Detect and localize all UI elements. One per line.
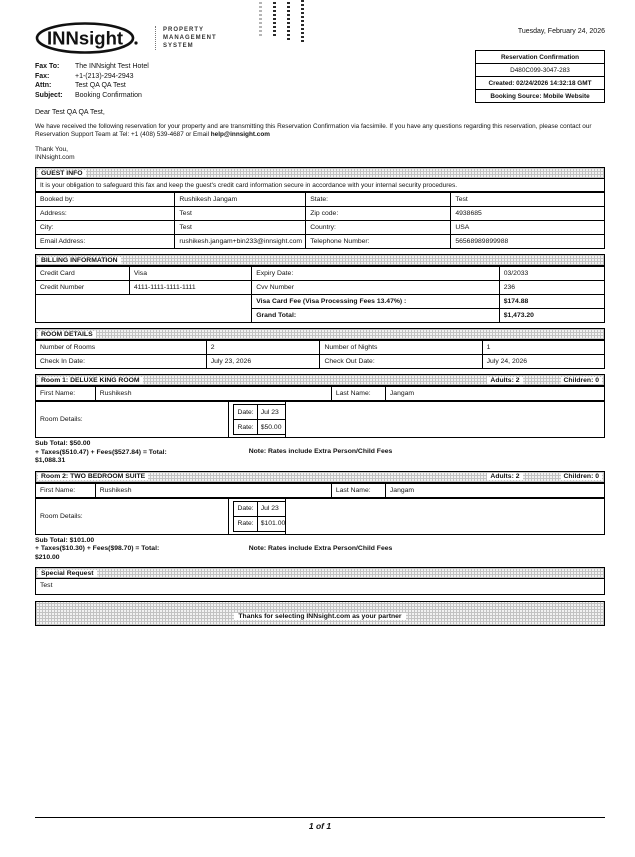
field-label: Zip code:: [306, 207, 451, 221]
letter-closing: [35, 146, 605, 162]
field-value: rushikesh.jangam+bin233@innsight.com: [175, 235, 306, 249]
room-1-subtotal: Sub Total: $50.00: [35, 440, 91, 447]
empty-cell: [286, 402, 605, 438]
field-label: Number of Nights: [320, 341, 482, 355]
field-value: Test: [451, 193, 605, 207]
grand-total-label: Grand Total:: [252, 309, 500, 323]
thanks-banner-text: Thanks for selecting INNsight.com as your partner: [234, 613, 405, 620]
room-1-total: $1,088.31: [35, 457, 66, 464]
fax-timestamp-marks: [259, 0, 304, 42]
logo-tagline: PROPERTY MANAGEMENT SYSTEM: [155, 26, 217, 50]
guest-info-header: [35, 167, 605, 179]
reservation-confirmation-box: [475, 50, 605, 103]
field-label: State:: [306, 193, 451, 207]
visa-fee-label: Visa Card Fee (Visa Processing Fees 13.47%) :: [252, 295, 500, 309]
field-value: Jangam: [385, 483, 604, 497]
field-value: Rushikesh: [95, 387, 331, 401]
field-value: Rushikesh: [95, 483, 331, 497]
rate-nest-cell: [229, 402, 286, 438]
confirmation-title: Reservation Confirmation: [476, 51, 604, 64]
room-1-taxes-fees: + Taxes($510.47) + Fees($527.84) = Total:: [35, 448, 167, 456]
table-row: [36, 207, 605, 221]
document-header: [35, 20, 605, 116]
field-value: 4938685: [451, 207, 605, 221]
field-label: Telephone Number:: [306, 235, 451, 249]
rate-nest-cell: [229, 498, 286, 534]
field-value: Test: [175, 221, 306, 235]
fax-to-value: The INNsight Test Hotel: [75, 63, 149, 70]
field-label: Address:: [36, 207, 175, 221]
fax-header-block: [35, 62, 455, 100]
field-label: Expiry Date:: [252, 267, 500, 281]
field-label: Booked by:: [36, 193, 175, 207]
rate-label: Rate:: [234, 516, 257, 531]
letter-body-text: We have received the following reservation for your property and are transmitting this Reservation Confirmation via facsimile. If you have any questions regarding this reservation, please contact our Reservation Support Team at Tel: +1 (408) 539-4687 or Email: [35, 123, 592, 138]
field-value: USA: [451, 221, 605, 235]
special-request-title: Special Request: [38, 570, 97, 577]
subject-label: Subject:: [35, 91, 63, 99]
room-details-title: ROOM DETAILS: [38, 331, 96, 338]
room-2-adults: Adults: 2: [487, 473, 522, 480]
field-value: Jangam: [385, 387, 604, 401]
guest-info-table: [35, 192, 605, 249]
room-1-rate-table: [35, 401, 605, 438]
field-label: Check In Date:: [36, 355, 207, 369]
field-label: Room Details:: [36, 498, 229, 534]
field-label: Email Address:: [36, 235, 175, 249]
room-2-subtotal: Sub Total: $101.00: [35, 536, 95, 544]
room-2-guest-table: [35, 483, 605, 498]
room-1-note: Note: Rates include Extra Person/Child Fees: [248, 448, 393, 455]
empty-cell: [36, 295, 252, 323]
field-label: City:: [36, 221, 175, 235]
billing-section: [35, 254, 605, 323]
innsight-logo-icon: [35, 20, 147, 56]
room-2-total: $210.00: [35, 553, 60, 561]
guest-info-title: GUEST INFO: [38, 170, 86, 177]
table-row: [36, 295, 605, 309]
date-label: Date:: [234, 405, 257, 420]
field-label: Last Name:: [331, 483, 385, 497]
support-email: help@innsight.com: [210, 131, 270, 138]
date-value: Jul 23: [257, 501, 286, 516]
room-1-guest-table: [35, 386, 605, 401]
table-row: [36, 221, 605, 235]
room-1-children: Children: 0: [561, 377, 603, 384]
room-2-header: [35, 471, 605, 483]
subject-value: Booking Confirmation: [75, 91, 142, 99]
field-label: Last Name:: [331, 387, 385, 401]
page-number: 1 of 1: [35, 817, 605, 831]
salutation: Dear Test QA QA Test,: [35, 109, 105, 116]
table-row: [36, 193, 605, 207]
room-2-note: Note: Rates include Extra Person/Child Fees: [248, 544, 393, 552]
field-value: 56568989899988: [451, 235, 605, 249]
table-row: [36, 235, 605, 249]
attn-value: Test QA QA Test: [75, 82, 126, 89]
room-2-title: Room 2: TWO BEDROOM SUITE: [38, 473, 148, 480]
field-label: Credit Card: [36, 267, 130, 281]
table-row: [36, 341, 605, 355]
billing-header: [35, 254, 605, 266]
field-label: First Name:: [36, 483, 96, 497]
table-row: [36, 355, 605, 369]
table-row: [36, 387, 605, 401]
special-request-header: [35, 567, 605, 579]
guest-info-section: [35, 167, 605, 249]
billing-title: BILLING INFORMATION: [38, 257, 121, 264]
table-row: [36, 483, 605, 497]
room-details-section: [35, 328, 605, 369]
room-2-block: [35, 471, 605, 563]
field-value: Visa: [129, 267, 251, 281]
field-label: Room Details:: [36, 402, 229, 438]
fax-number-value: +1-(213)-294-2943: [75, 72, 134, 80]
field-label: Check Out Date:: [320, 355, 482, 369]
field-value: July 23, 2026: [206, 355, 320, 369]
room-details-header: [35, 328, 605, 340]
document-date: Tuesday, February 24, 2026: [517, 28, 605, 35]
empty-cell: [286, 498, 605, 534]
field-label: First Name:: [36, 387, 96, 401]
field-label: Cvv Number: [252, 281, 500, 295]
svg-text:INNsight: INNsight: [47, 27, 124, 49]
room-1-adults: Adults: 2: [487, 377, 522, 384]
fax-to-label: Fax To:: [35, 63, 60, 70]
fax-number-label: Fax:: [35, 72, 50, 80]
table-row: [36, 281, 605, 295]
room-1-header: [35, 374, 605, 386]
field-value: 236: [499, 281, 604, 295]
field-value: 4111-1111-1111-1111: [129, 281, 251, 295]
special-request-section: [35, 567, 605, 595]
field-label: Country:: [306, 221, 451, 235]
rate-value: $50.00: [257, 420, 285, 435]
room-details-table: [35, 340, 605, 369]
billing-table: [35, 266, 605, 323]
thank-you-text: Thank You,: [35, 146, 68, 153]
field-value: 1: [482, 341, 604, 355]
table-row: [36, 267, 605, 281]
rate-value: $101.00: [257, 516, 286, 531]
innsight-logo: [35, 20, 455, 56]
field-value: 03/2033: [499, 267, 604, 281]
room-2-totals: [35, 537, 605, 563]
table-row: [36, 498, 605, 534]
field-label: Credit Number: [36, 281, 130, 295]
room-2-taxes-fees: + Taxes($10.30) + Fees($98.70) = Total:: [35, 545, 160, 552]
rate-label: Rate:: [234, 420, 257, 435]
thanks-banner: [35, 601, 605, 626]
room-2-children: Children: 0: [561, 473, 603, 480]
special-request-value: Test: [35, 579, 605, 595]
field-value: July 24, 2026: [482, 355, 604, 369]
signature-text: INNsight.com: [35, 154, 75, 161]
visa-fee-value: $174.88: [499, 295, 604, 309]
room-1-totals: [35, 440, 605, 466]
field-value: Test: [175, 207, 306, 221]
field-label: Number of Rooms: [36, 341, 207, 355]
confirmation-number: D480C099-3047-283: [476, 64, 604, 77]
security-note: It is your obligation to safeguard this fax and keep the guest's credit card information secure in accordance with your internal security procedures.: [35, 179, 605, 192]
field-value: Rushikesh Jangam: [175, 193, 306, 207]
table-row: [36, 402, 605, 438]
room-1-title: Room 1: DELUXE KING ROOM: [38, 377, 143, 384]
confirmation-created: Created: 02/24/2026 14:32:18 GMT: [476, 77, 604, 90]
room-2-rate-table: [35, 498, 605, 535]
attn-label: Attn:: [35, 82, 52, 89]
letter-body: [35, 123, 605, 139]
date-value: Jul 23: [257, 405, 285, 420]
date-label: Date:: [234, 501, 257, 516]
grand-total-value: $1,473.20: [499, 309, 604, 323]
booking-source: Booking Source: Mobile Website: [490, 92, 590, 100]
field-value: 2: [206, 341, 320, 355]
room-1-block: [35, 374, 605, 466]
